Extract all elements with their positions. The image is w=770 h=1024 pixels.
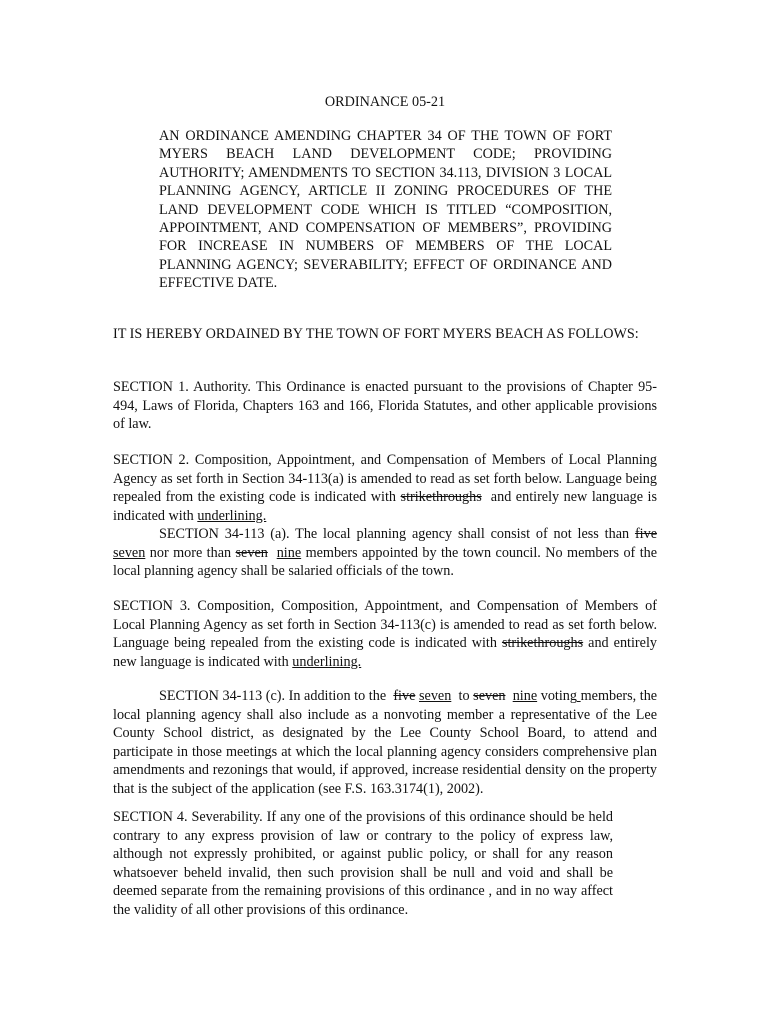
deleted-seven: seven	[235, 544, 268, 561]
voting-word: voting	[540, 688, 577, 704]
section-3-and-text: and entirely new language is indicated with	[113, 635, 657, 670]
added-seven: seven	[419, 688, 452, 704]
to-word: to	[458, 688, 470, 704]
strikethrough-sample: strikethroughs	[501, 635, 584, 651]
added-nine: nine	[276, 544, 302, 561]
subsection-c-paragraph	[113, 687, 657, 798]
ordinance-title: ORDINANCE 05-21	[324, 94, 446, 110]
subsection-c-start: SECTION 34-113 (c). In addition to the	[159, 688, 387, 704]
ordinance-caption: AN ORDINANCE AMENDING CHAPTER 34 OF THE TOWN OF FORT MYERS BEACH LAND DEVELOPMENT CODE; PROVIDING AUTHORITY; AMENDMENTS TO SECTION 34.113, DIVISION 3 LOCAL PLANNING AGENCY, ARTICLE II ZONING PROCEDURES OF THE LAND DEVELOPMENT CODE WHICH IS TITLED “COMPOSITION, APPOINTMENT, AND COMPENSATION OF MEMBERS”, PROVIDING FOR INCREASE IN NUMBERS OF MEMBERS OF THE LOCAL PLANNING AGENCY; SEVERABILITY; EFFECT OF ORDINANCE AND EFFECTIVE DATE.	[159, 128, 612, 292]
section-4-severability: SECTION 4. Severability. If any one of the provisions of this ordinance should be held contrary to any express provision of law or contrary to the policy of express law, although not expressly prohibited, or against public policy, or shall for any reason whatsoever beheld invalid, then such provision shall be null and void and shall be deemed separate from the remaining provisions of this ordinance , and in no way affect the validity of all other provisions of this ordinance.	[113, 809, 613, 918]
deleted-five: five	[393, 688, 416, 704]
subsection-a-text: SECTION 34-113 (a). The local planning agency shall consist of not less than	[159, 526, 630, 542]
section-3-intro-text: SECTION 3. Composition, Composition, Appointment, and Compensation of Members of Local Planning Agency as set forth in Section 34-113(c) is amended to read as set forth below. Language being repealed from the existing code is indicated with	[113, 598, 657, 651]
ordained-statement: IT IS HEREBY ORDAINED BY THE TOWN OF FORT MYERS BEACH AS FOLLOWS:	[113, 326, 639, 342]
subsection-c-rest: members, the local planning agency shall also include as a nonvoting member a representative of the Lee County School district, as designated by the Lee County School Board, to attend and participate in those meetings at which the local planning agency considers comprehensive plan amendments and rezonings that would, if approved, increase residential density on the property that is the subject of the application (see F.S. 163.3174(1), 2002).	[113, 688, 658, 797]
strikethrough-sample: strikethroughs	[400, 489, 482, 505]
section-1-authority: SECTION 1. Authority. This Ordinance is enacted pursuant to the provisions of Chapter 95-494, Laws of Florida, Chapters 163 and 166, Florida Statutes, and other applicable provisions of law.	[113, 379, 657, 432]
section-3	[113, 597, 657, 671]
section-3-intro	[113, 597, 657, 671]
deleted-seven: seven	[473, 688, 506, 704]
underline-sample: underlining.	[292, 653, 362, 670]
section-2-intro-text: SECTION 2. Composition, Appointment, and Compensation of Members of Local Planning Agency as set forth in Section 34-113(a) is amended to read as set forth below. Language being repealed from the existing code is indicated with	[113, 452, 657, 505]
added-nine: nine	[512, 688, 538, 704]
nor-more-than: nor more than	[149, 544, 232, 561]
section-34-113-c	[113, 687, 657, 798]
section-2-and-text: and entirely new language is indicated with	[113, 489, 658, 524]
added-seven: seven	[113, 544, 146, 561]
underline-sample: underlining.	[197, 507, 267, 524]
section-2-intro	[113, 451, 657, 525]
section-34-113-a	[113, 525, 657, 581]
deleted-five: five	[634, 526, 658, 542]
subsection-a-rest: members appointed by the town council. No members of the local planning agency shall be salaried officials of the town.	[113, 544, 658, 579]
section-2	[113, 451, 657, 581]
